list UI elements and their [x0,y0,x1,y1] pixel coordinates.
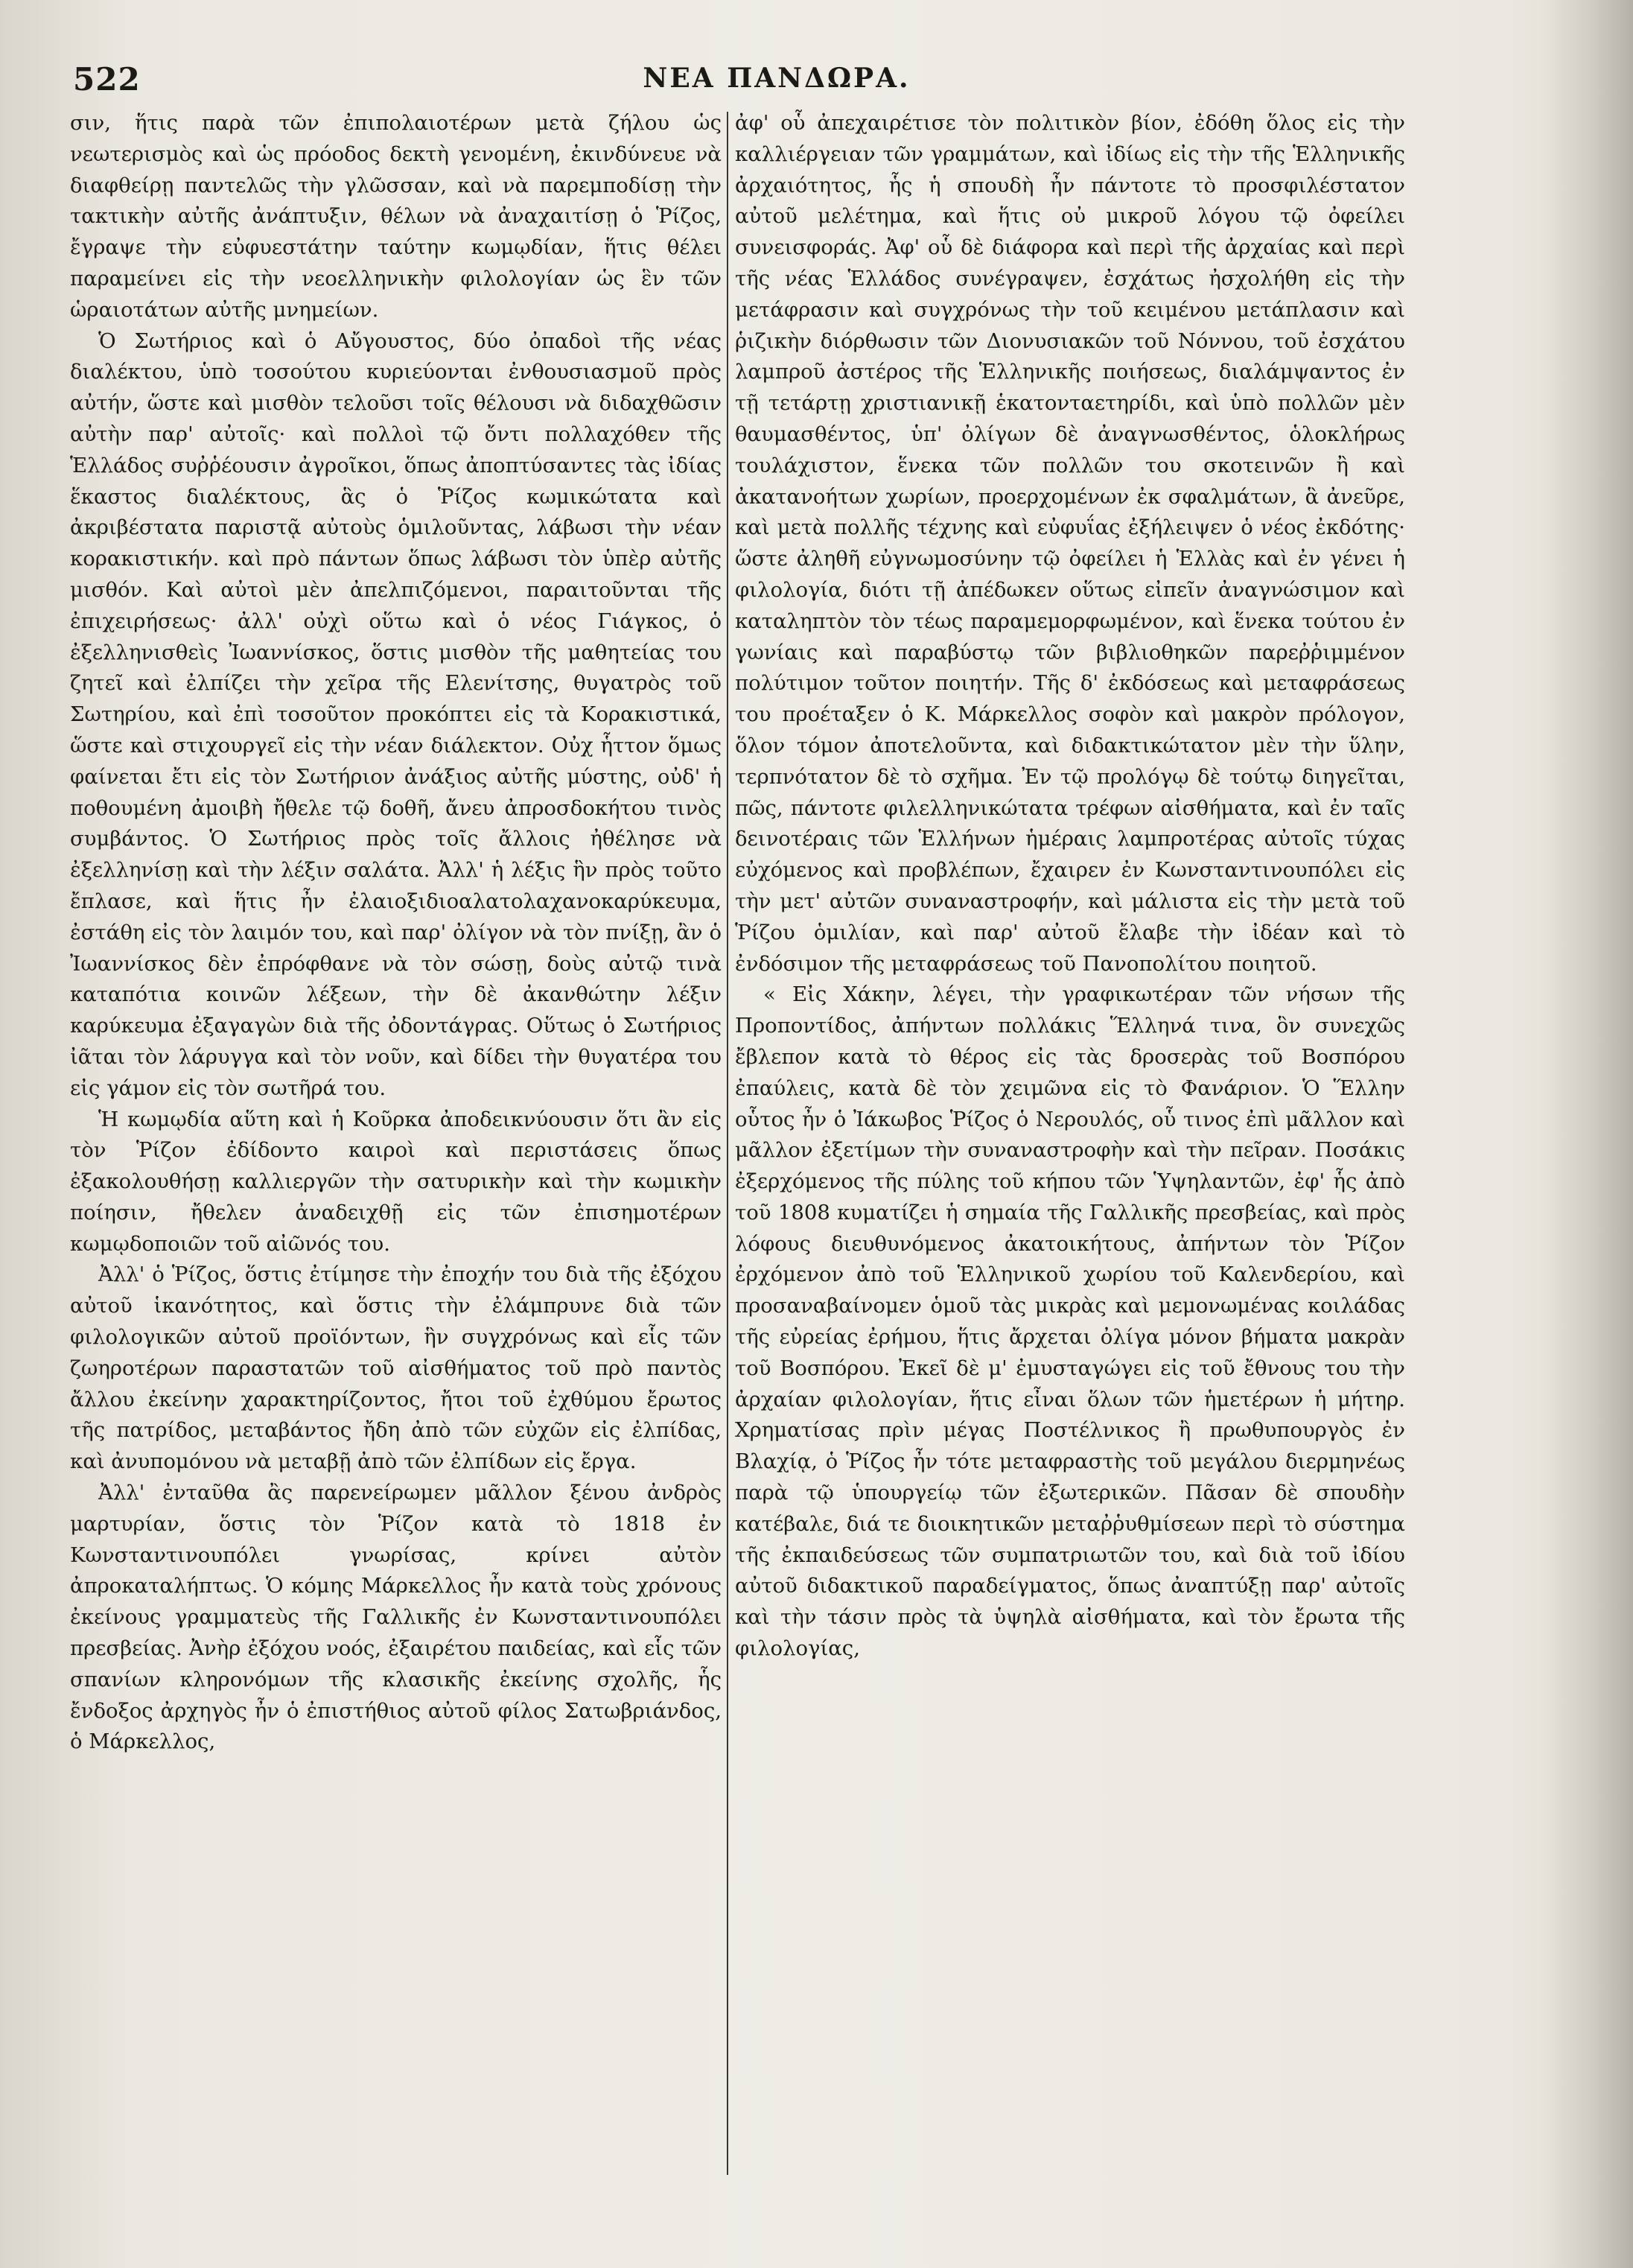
column-divider [727,112,728,2175]
paragraph: ἀφ' οὗ ἀπεχαιρέτισε τὸν πολιτικὸν βίον, ἐδόθη ὅλος εἰς τὴν καλλιέργειαν τῶν γραμμάτων, καὶ ἰδίως εἰς τὴν τῆς Ἑλληνικῆς ἀρχαιότητος, ἧς ἡ σπουδὴ ἦν πάντοτε τὸ προσφιλέστατον αὐτοῦ μελέτημα, καὶ ἥτις οὐ μικροῦ λόγου τῷ ὀφείλει συνεισφοράς. Ἀφ' οὗ δὲ διάφορα καὶ περὶ τῆς ἀρχαίας καὶ περὶ τῆς νέας Ἑλλάδος συνέγραψεν, ἐσχάτως ἠσχολήθη εἰς τὴν μετάφρασιν καὶ συγχρόνως τὴν τοῦ κειμένου μετάπλασιν καὶ ῥιζικὴν διόρθωσιν τῶν Διονυσιακῶν τοῦ Νόννου, τοῦ ἐσχάτου λαμπροῦ ἀστέρος τῆς Ἑλληνικῆς ποιήσεως, διαλάμψαντος ἐν τῇ τετάρτῃ χριστιανικῇ ἑκατονταετηρίδι, καὶ ὑπὸ πολλῶν μὲν θαυμασθέντος, ὑπ' ὀλίγων δὲ ἀναγνωσθέντος, ὁλοκλήρως τουλάχιστον, ἕνεκα τῶν πολλῶν του σκοτεινῶν ἢ καὶ ἀκατανοήτων χωρίων, προερχομένων ἐκ σφαλμάτων, ἃ ἀνεῦρε, καὶ μετὰ πολλῆς τέχνης καὶ εὐφυΐας ἐξήλειψεν ὁ νέος ἐκδότης· ὥστε ἀληθῆ εὐγνωμοσύνην τῷ ὀφείλει ἡ Ἑλλὰς καὶ ἐν γένει ἡ φιλολογία, διότι τῇ ἀπέδωκεν οὕτως εἰπεῖν ἀναγνώσιμον καὶ καταληπτὸν τὸν τέως παραμεμορφωμένον, καὶ ἕνεκα τούτου ἐν γωνίαις καὶ παραβύστῳ τῶν βιβλιοθηκῶν παρεῤῥιμμένον πολύτιμον τοῦτον ποιητήν. Τῆς δ' ἐκδόσεως καὶ μεταφράσεως του προέταξεν ὁ Κ. Μάρκελλος σοφὸν καὶ μακρὸν πρόλογον, ὅλον τόμον ἀποτελοῦντα, καὶ διδακτικώτατον μὲν τὴν ὕλην, τερπνότατον δὲ τὸ σχῆμα. Ἐν τῷ προλόγῳ δὲ τούτῳ διηγεῖται, πῶς, πάντοτε φιλελληνικώτατα τρέφων αἰσθήματα, καὶ ἐν ταῖς δεινοτέραις τῶν Ἑλλήνων ἡμέραις λαμπροτέρας αὐτοῖς τύχας εὐχόμενος καὶ προβλέπων, ἔχαιρεν ἐν Κωνσταντινουπόλει εἰς τὴν μετ' αὐτῶν συναναστροφήν, καὶ μάλιστα εἰς τὴν μετὰ τοῦ Ῥίζου ὁμιλίαν, καὶ παρ' αὐτοῦ ἔλαβε τὴν ἰδέαν καὶ τὸ ἐνδόσιμον τῆς μεταφράσεως τοῦ Πανοπολίτου ποιητοῦ. [735,111,1405,976]
right-column [735,108,1405,1665]
paragraph: « Εἰς Χάκην, λέγει, τὴν γραφικωτέραν τῶν νήσων τῆς Προποντίδος, ἀπήντων πολλάκις Ἕλληνά τινα, ὃν συνεχῶς ἔβλεπον κατὰ τὸ θέρος εἰς τὰς δροσερὰς τοῦ Βοσπόρου ἐπαύλεις, κατὰ δὲ τὸν χειμῶνα εἰς τὸ Φανάριον. Ὁ Ἕλλην οὗτος ἦν ὁ Ἰάκωβος Ῥίζος ὁ Νερουλός, οὗ τινος ἐπὶ μᾶλλον καὶ μᾶλλον ἐξετίμων τὴν συναναστροφὴν καὶ τὴν πεῖραν. Ποσάκις ἐξερχόμενος τῆς πύλης τοῦ κήπου τῶν Ὑψηλαντῶν, ἐφ' ἧς ἀπὸ τοῦ 1808 κυματίζει ἡ σημαία τῆς Γαλλικῆς πρεσβείας, καὶ πρὸς λόφους διευθυνόμενος ἀκατοικήτους, ἀπήντων τὸν Ῥίζον ἐρχόμενον ἀπὸ τοῦ Ἑλληνικοῦ χωρίου τοῦ Καλενδερίου, καὶ προσαναβαίνομεν ὁμοῦ τὰς μικρὰς καὶ μεμονωμένας κοιλάδας τῆς εὐρείας ἐρήμου, ἥτις ἄρχεται ὀλίγα μόνον βήματα μακρὰν τοῦ Βοσπόρου. Ἐκεῖ δὲ μ' ἐμυσταγώγει εἰς τοῦ ἔθνους του τὴν ἀρχαίαν φιλολογίαν, ἥτις εἶναι ὅλων τῶν ἡμετέρων ἡ μήτηρ. Χρηματίσας πρὶν μέγας Ποστέλνικος ἢ πρωθυπουργὸς ἐν Βλαχίᾳ, ὁ Ῥίζος ἦν τότε μεταφραστὴς τοῦ μεγάλου διερμηνέως παρὰ τῷ ὑπουργείῳ τῶν ἐξωτερικῶν. Πᾶσαν δὲ σπουδὴν κατέβαλε, διά τε διοικητικῶν μεταῤῥυθμίσεων περὶ τὸ σύστημα τῆς ἐκπαιδεύσεως τῶν συμπατριωτῶν του, καὶ διὰ τοῦ ἰδίου αὐτοῦ διδακτικοῦ παραδείγματος, ὅπως ἀναπτύξῃ παρ' αὐτοῖς καὶ τὴν τάσιν πρὸς τὰ ὑψηλὰ αἰσθήματα, καὶ τὸν ἔρωτα τῆς φιλολογίας, [735,982,1405,1661]
left-column [70,108,722,1758]
page-header [73,58,1480,103]
paragraph: Ἡ κωμῳδία αὕτη καὶ ἡ Κοῦρκα ἀποδεικνύουσιν ὅτι ἂν εἰς τὸν Ῥίζον ἐδίδοντο καιροὶ καὶ περιστάσεις ὅπως ἐξακολουθήσῃ καλλιεργῶν τὴν σατυρικὴν καὶ τὴν κωμικὴν ποίησιν, ἤθελεν ἀναδειχθῇ εἰς τῶν ἐπισημοτέρων κωμῳδοποιῶν τοῦ αἰῶνός του. [70,1107,722,1256]
page-gutter-shadow [1544,0,1633,2268]
running-title: ΝΕΑ ΠΑΝΔΩΡΑ. [643,63,911,94]
paragraph: Ἀλλ' ἐνταῦθα ἂς παρενείρωμεν μᾶλλον ξένου ἀνδρὸς μαρτυρίαν, ὅστις τὸν Ῥίζον κατὰ τὸ 1818 ἐν Κωνσταντινουπόλει γνωρίσας, κρίνει αὐτὸν ἀπροκαταλήπτως. Ὁ κόμης Μάρκελλος ἦν κατὰ τοὺς χρόνους ἐκείνους γραμματεὺς τῆς Γαλλικῆς ἐν Κωνσταντινουπόλει πρεσβείας. Ἀνὴρ ἐξόχου νοός, ἐξαιρέτου παιδείας, καὶ εἷς τῶν σπανίων κληρονόμων τῆς κλασικῆς ἐκείνης σχολῆς, ἧς ἔνδοξος ἀρχηγὸς ἦν ὁ ἐπιστήθιος αὐτοῦ φίλος Σατωβριάνδος, ὁ Μάρκελλος, [70,1481,722,1754]
paragraph: Ὁ Σωτήριος καὶ ὁ Αὔγουστος, δύο ὀπαδοὶ τῆς νέας διαλέκτου, ὑπὸ τοσούτου κυριεύονται ἐνθουσιασμοῦ πρὸς αὐτήν, ὥστε καὶ μισθὸν τελοῦσι τοῖς θέλουσι νὰ διδαχθῶσιν αὐτὴν παρ' αὐτοῖς· καὶ πολλοὶ τῷ ὄντι πολλαχόθεν τῆς Ἑλλάδος συῤῥέουσιν ἀγροῖκοι, ὅπως ἀποπτύσαντες τὰς ἰδίας ἕκαστος διαλέκτους, ἃς ὁ Ῥίζος κωμικώτατα καὶ ἀκριβέστατα παριστᾷ αὐτοὺς ὁμιλοῦντας, λάβωσι τὴν νέαν κορακιστικήν. καὶ πρὸ πάντων ὅπως λάβωσι τὸν ὑπὲρ αὐτῆς μισθόν. Καὶ αὐτοὶ μὲν ἀπελπιζόμενοι, παραιτοῦνται τῆς ἐπιχειρήσεως· ἀλλ' οὐχὶ οὕτω καὶ ὁ νέος Γιάγκος, ὁ ἐξελληνισθεὶς Ἰωαννίσκος, ὅστις μισθὸν τῆς μαθητείας του ζητεῖ καὶ ἐλπίζει τὴν χεῖρα τῆς Ελενίτσης, θυγατρὸς τοῦ Σωτηρίου, καὶ ἐπὶ τοσοῦτον προκόπτει εἰς τὰ Κορακιστικά, ὥστε καὶ στιχουργεῖ εἰς τὴν νέαν διάλεκτον. Οὐχ ἧττον ὅμως φαίνεται ἔτι εἰς τὸν Σωτήριον ἀνάξιος αὐτῆς μύστης, οὐδ' ἡ ποθουμένη ἀμοιβὴ ἤθελε τῷ δοθῆ, ἄνευ ἀπροσδοκήτου τινὸς συμβάντος. Ὁ Σωτήριος πρὸς τοῖς ἄλλοις ἠθέλησε νὰ ἐξελληνίσῃ καὶ τὴν λέξιν σαλάτα. Ἀλλ' ἡ λέξις ἣν πρὸς τοῦτο ἔπλασε, καὶ ἥτις ἦν ἐλαιοξιδιοαλατολαχανοκαρύκευμα, ἐστάθη εἰς τὸν λαιμόν του, καὶ παρ' ὀλίγον νὰ τὸν πνίξῃ, ἂν ὁ Ἰωαννίσκος δὲν ἐπρόφθανε νὰ τὸν σώσῃ, δοὺς αὐτῷ τινὰ καταπότια κοινῶν λέξεων, τὴν δὲ ἀκανθώτην λέξιν καρύκευμα ἐξαγαγὼν διὰ τῆς ὀδοντάγρας. Οὕτως ὁ Σωτήριος ἰᾶται τὸν λάρυγγα καὶ τὸν νοῦν, καὶ δίδει τὴν θυγατέρα του εἰς γάμον εἰς τὸν σωτῆρά του. [70,328,722,1100]
page-number: 522 [73,61,141,98]
paragraph: σιν, ἥτις παρὰ τῶν ἐπιπολαιοτέρων μετὰ ζήλου ὡς νεωτερισμὸς καὶ ὡς πρόοδος δεκτὴ γενομένη, ἐκινδύνευε νὰ διαφθείρῃ παντελῶς τὴν γλῶσσαν, καὶ νὰ παρεμποδίσῃ τὴν τακτικὴν αὐτῆς ἀνάπτυξιν, θέλων νὰ ἀναχαιτίσῃ ὁ Ῥίζος, ἔγραψε τὴν εὐφυεστάτην ταύτην κωμῳδίαν, ἥτις θέλει παραμείνει εἰς τὴν νεοελληνικὴν φιλολογίαν ὡς ἓν τῶν ὡραιοτάτων αὐτῆς μνημείων. [70,111,722,322]
paragraph: Ἀλλ' ὁ Ῥίζος, ὅστις ἐτίμησε τὴν ἐποχήν του διὰ τῆς ἐξόχου αὐτοῦ ἱκανότητος, καὶ ὅστις τὴν ἐλάμπρυνε διὰ τῶν φιλολογικῶν αὐτοῦ προϊόντων, ἣν συγχρόνως καὶ εἷς τῶν ζωηροτέρων παραστατῶν τοῦ αἰσθήματος τοῦ πρὸ παντὸς ἄλλου ἐκείνην χαρακτηρίζοντος, ἤτοι τοῦ ἐχθύμου ἔρωτος τῆς πατρίδος, μεταβάντος ἤδη ἀπὸ τῶν εὐχῶν εἰς ἐλπίδας, καὶ ἀνυπομόνου νὰ μεταβῇ ἀπὸ τῶν ἐλπίδων εἰς ἔργα. [70,1262,722,1474]
